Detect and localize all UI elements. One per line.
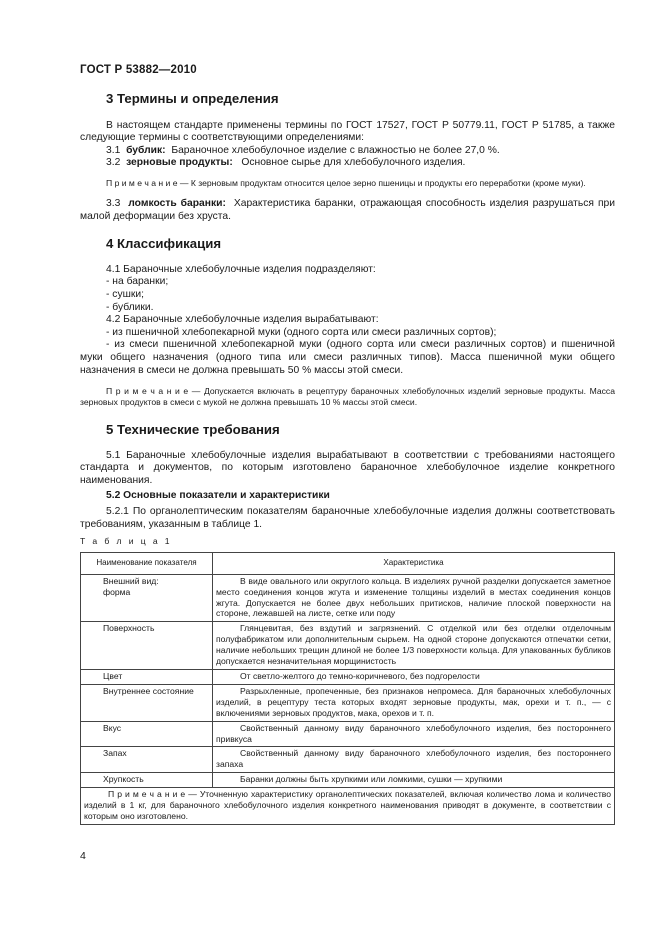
indicator-cell: Вкус bbox=[81, 721, 213, 747]
section-3-note bbox=[80, 178, 615, 189]
table-row bbox=[81, 721, 615, 747]
note-text: — Допускается включать в рецептуру бараночных хлебобулочных изделий зерновые продукты. Масса зерновых продуктов в смеси с мукой не должна превышать 10 % массы этой смеси. bbox=[80, 386, 615, 408]
characteristic-cell: В виде овального или округлого кольца. В изделиях ручной разделки допускается заметное место соединения концов жгута и изменение толщины изделий в местах соединения концов жгута. Допускается не более двух небольших притисков, наличие плоской поверхности на стороне, лежавшей на листе, сетке или поду bbox=[213, 574, 615, 622]
indicator-cell: Цвет bbox=[81, 670, 213, 685]
characteristic-cell: Свойственный данному виду бараночного хлебобулочного изделия, без постороннего привкуса bbox=[213, 721, 615, 747]
list-item: - из пшеничной хлебопекарной муки (одного сорта или смеси различных сортов); bbox=[106, 326, 497, 338]
table-note bbox=[81, 788, 615, 825]
clause-4-2: 4.2 Бараночные хлебобулочные изделия вырабатывают: bbox=[106, 314, 379, 326]
standard-header: ГОСТ Р 53882—2010 bbox=[80, 64, 197, 76]
section-4-title: 4 Классификация bbox=[106, 236, 222, 252]
section-3-title: 3 Термины и определения bbox=[106, 91, 279, 106]
characteristic-cell: Глянцевитая, без вздутий и загрязнений. С отделкой или без отделки отделочным полуфабрикатом или дополнительным сырьем. На одной стороне допускаются отпечатки сетки, наличие небольших трещин длиной не более 1/3 поверхности кольца. Для упакованных бубликов допускается незначительная морщинистость bbox=[213, 622, 615, 670]
note-text: — Уточненную характеристику органолептических показателей, включая количество лома и количество изделий в 1 кг, для бараночного хлебобулочного изделия конкретного наименования приводят в документе, в соответствии с которым оно изготовлено. bbox=[84, 789, 612, 821]
note-label: П р и м е ч а н и е bbox=[106, 386, 189, 397]
term-3-3-term: ломкость баранки: bbox=[128, 197, 226, 209]
term-3-1-term: бублик: bbox=[126, 144, 166, 156]
note-label: П р и м е ч а н и е bbox=[106, 177, 178, 188]
table-note-row bbox=[81, 788, 615, 825]
table-row bbox=[81, 574, 615, 622]
term-3-2-definition: Основное сырье для хлебобулочного изделия. bbox=[241, 157, 466, 169]
table-row bbox=[81, 684, 615, 721]
indicator-name: Внешний вид: bbox=[103, 575, 159, 586]
term-3-2 bbox=[80, 157, 615, 170]
indicator-cell: Запах bbox=[81, 747, 213, 773]
column-header-indicator: Наименование показателя bbox=[81, 552, 213, 574]
term-3-3 bbox=[80, 198, 615, 223]
term-3-3-number: 3.3 bbox=[106, 197, 121, 209]
table-header-row bbox=[81, 552, 615, 574]
table-row bbox=[81, 773, 615, 788]
section-5-title: 5 Технические требования bbox=[106, 422, 280, 438]
page-number: 4 bbox=[80, 850, 86, 862]
characteristic-cell: Свойственный данному виду бараночного хлебобулочного изделия, без постороннего запаха bbox=[213, 747, 615, 773]
term-3-1 bbox=[80, 145, 615, 158]
subsection-5-2-title: 5.2 Основные показатели и характеристики bbox=[106, 490, 330, 502]
term-3-1-number: 3.1 bbox=[106, 144, 121, 156]
note-label: П р и м е ч а н и е bbox=[108, 789, 186, 800]
section-4-note bbox=[80, 386, 615, 408]
indicator-cell bbox=[81, 574, 213, 622]
indicator-cell: Хрупкость bbox=[81, 773, 213, 788]
clause-4-1: 4.1 Бараночные хлебобулочные изделия подразделяют: bbox=[106, 263, 376, 275]
list-item: - на баранки; bbox=[106, 276, 169, 288]
indicator-cell: Поверхность bbox=[81, 622, 213, 670]
characteristic-cell: От светло-желтого до темно-коричневого, без подгорелости bbox=[213, 670, 615, 685]
table-row bbox=[81, 670, 615, 685]
term-3-3-definition: Характеристика баранки, отражающая способность изделия разрушаться при малой деформации без хруста. bbox=[80, 197, 615, 222]
characteristic-cell: Разрыхленные, пропеченные, без признаков непромеса. Для бараночных хлебобулочных изделий, в рецептуру теста которых входят зерновые продукты, мак, орехи и т. п., — с включениями зерновых продуктов, мака, орехов и т. п. bbox=[213, 684, 615, 721]
clause-5-2-1: 5.2.1 По органолептическим показателям бараночные хлебобулочные изделия должны соответствовать требованиям, указанным в таблице 1. bbox=[80, 506, 615, 530]
indicator-cell: Внутреннее состояние bbox=[81, 684, 213, 721]
organoleptic-table bbox=[80, 552, 615, 825]
list-item: - из смеси пшеничной хлебопекарной муки (одного сорта или смеси различных сортов) и пшеничной муки общего назначения (одного типа или смеси различных типов). Масса пшеничной муки общего назначения в смеси не должна превышать 50 % массы этой смеси. bbox=[80, 339, 615, 376]
section-3-intro: В настоящем стандарте применены термины по ГОСТ 17527, ГОСТ Р 50779.11, ГОСТ Р 51785, а также следующие термины с соответствующими определениями: bbox=[80, 119, 615, 144]
clause-5-1: 5.1 Бараночные хлебобулочные изделия вырабатывают в соответствии с требованиями настоящего стандарта и документов, по которым изготовлено бараночное хлебобулочное изделие конкретного наименования. bbox=[80, 449, 615, 486]
note-text: — К зерновым продуктам относится целое зерно пшеницы и продукты его переработки (кроме муки). bbox=[177, 177, 586, 188]
column-header-characteristic: Характеристика bbox=[213, 552, 615, 574]
term-3-2-term: зерновые продукты: bbox=[126, 157, 233, 169]
list-item: - бублики. bbox=[106, 301, 154, 313]
table-row bbox=[81, 622, 615, 670]
term-3-1-definition: Бараночное хлебобулочное изделие с влажностью не более 27,0 %. bbox=[171, 144, 500, 156]
indicator-subname: форма bbox=[103, 586, 131, 597]
list-item: - сушки; bbox=[106, 288, 144, 300]
page-content bbox=[80, 86, 615, 825]
term-3-2-number: 3.2 bbox=[106, 157, 121, 169]
table-label: Т а б л и ц а 1 bbox=[80, 536, 172, 547]
characteristic-cell: Баранки должны быть хрупкими или ломкими, сушки — хрупкими bbox=[213, 773, 615, 788]
table-row bbox=[81, 747, 615, 773]
